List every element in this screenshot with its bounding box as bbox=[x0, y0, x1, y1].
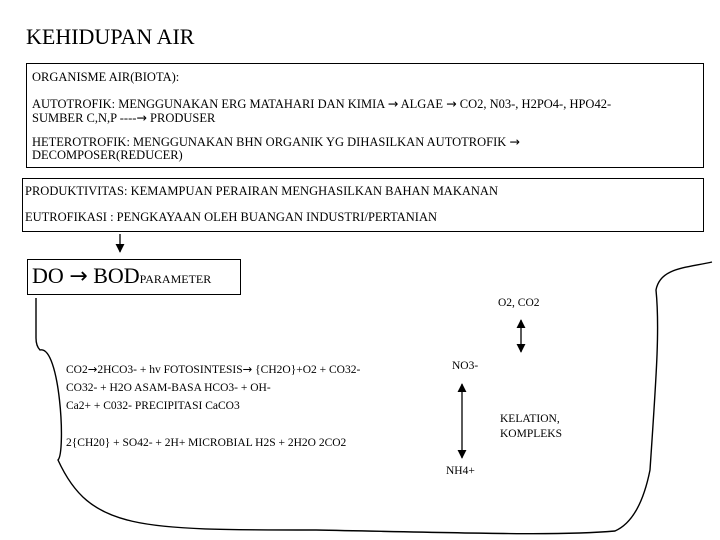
eutrofikasi-text: EUTROFIKASI : PENGKAYAAN OLEH BUANGAN INDUSTRI/PERTANIAN bbox=[25, 210, 438, 224]
right-arrow-icon: → bbox=[242, 362, 253, 376]
do-text: DO bbox=[32, 263, 64, 288]
heterotrofik-text: HETEROTROFIK: MENGGUNAKAN BHN ORGANIK YG DIHASILKAN AUTOTROFIK bbox=[32, 135, 507, 149]
eq1-c: {CH2O}+O2 + CO32- bbox=[255, 364, 361, 376]
heterotrofik-line-2: DECOMPOSER(REDUCER) bbox=[32, 148, 183, 162]
o2-co2-label: O2, CO2 bbox=[498, 297, 540, 309]
right-arrow-icon: → bbox=[446, 96, 457, 111]
bod-text: BOD bbox=[93, 263, 140, 288]
equation-asam-basa: CO32- + H2O ASAM-BASA HCO3- + OH- bbox=[66, 382, 271, 394]
nh4-label: NH4+ bbox=[446, 465, 475, 477]
autotrofik-text: AUTOTROFIK: MENGGUNAKAN ERG MATAHARI DAN KIMIA bbox=[32, 97, 385, 111]
sumber-text: SUMBER C,N,P ---- bbox=[32, 111, 137, 125]
right-arrow-icon: → bbox=[69, 264, 88, 289]
nutrient-text: CO2, N03-, H2PO4-, HPO42- bbox=[459, 97, 612, 111]
produser-text: PRODUSER bbox=[150, 111, 216, 125]
equation-fotosintesis bbox=[66, 362, 360, 378]
equation-microbial: 2{CH20} + SO42- + 2H+ MICROBIAL H2S + 2H2O 2CO2 bbox=[66, 437, 347, 449]
right-arrow-icon: → bbox=[87, 362, 98, 376]
equation-precipitasi: Ca2+ + C032- PRECIPITASI CaCO3 bbox=[66, 400, 240, 412]
do-bod-label bbox=[32, 263, 211, 289]
algae-text: ALGAE bbox=[400, 97, 443, 111]
kelation-label bbox=[500, 412, 562, 442]
page-title: KEHIDUPAN AIR bbox=[26, 24, 195, 49]
kelation-line-1: KELATION, bbox=[500, 413, 560, 425]
water-body-outline bbox=[36, 262, 712, 534]
no3-label: NO3- bbox=[452, 360, 479, 372]
parameter-text: PARAMETER bbox=[139, 272, 212, 286]
produktivitas-text: PRODUKTIVITAS: KEMAMPUAN PERAIRAN MENGHASILKAN BAHAN MAKANAN bbox=[25, 184, 498, 198]
eq1-a: CO2 bbox=[66, 364, 88, 376]
eq1-b: 2HCO3- + hv FOTOSINTESIS bbox=[97, 364, 243, 376]
kelation-line-2: KOMPLEKS bbox=[500, 428, 562, 440]
right-arrow-icon: → bbox=[509, 134, 520, 149]
organisme-heading: ORGANISME AIR(BIOTA): bbox=[32, 70, 180, 84]
right-arrow-icon: → bbox=[387, 96, 399, 111]
right-arrow-icon: → bbox=[136, 110, 147, 125]
